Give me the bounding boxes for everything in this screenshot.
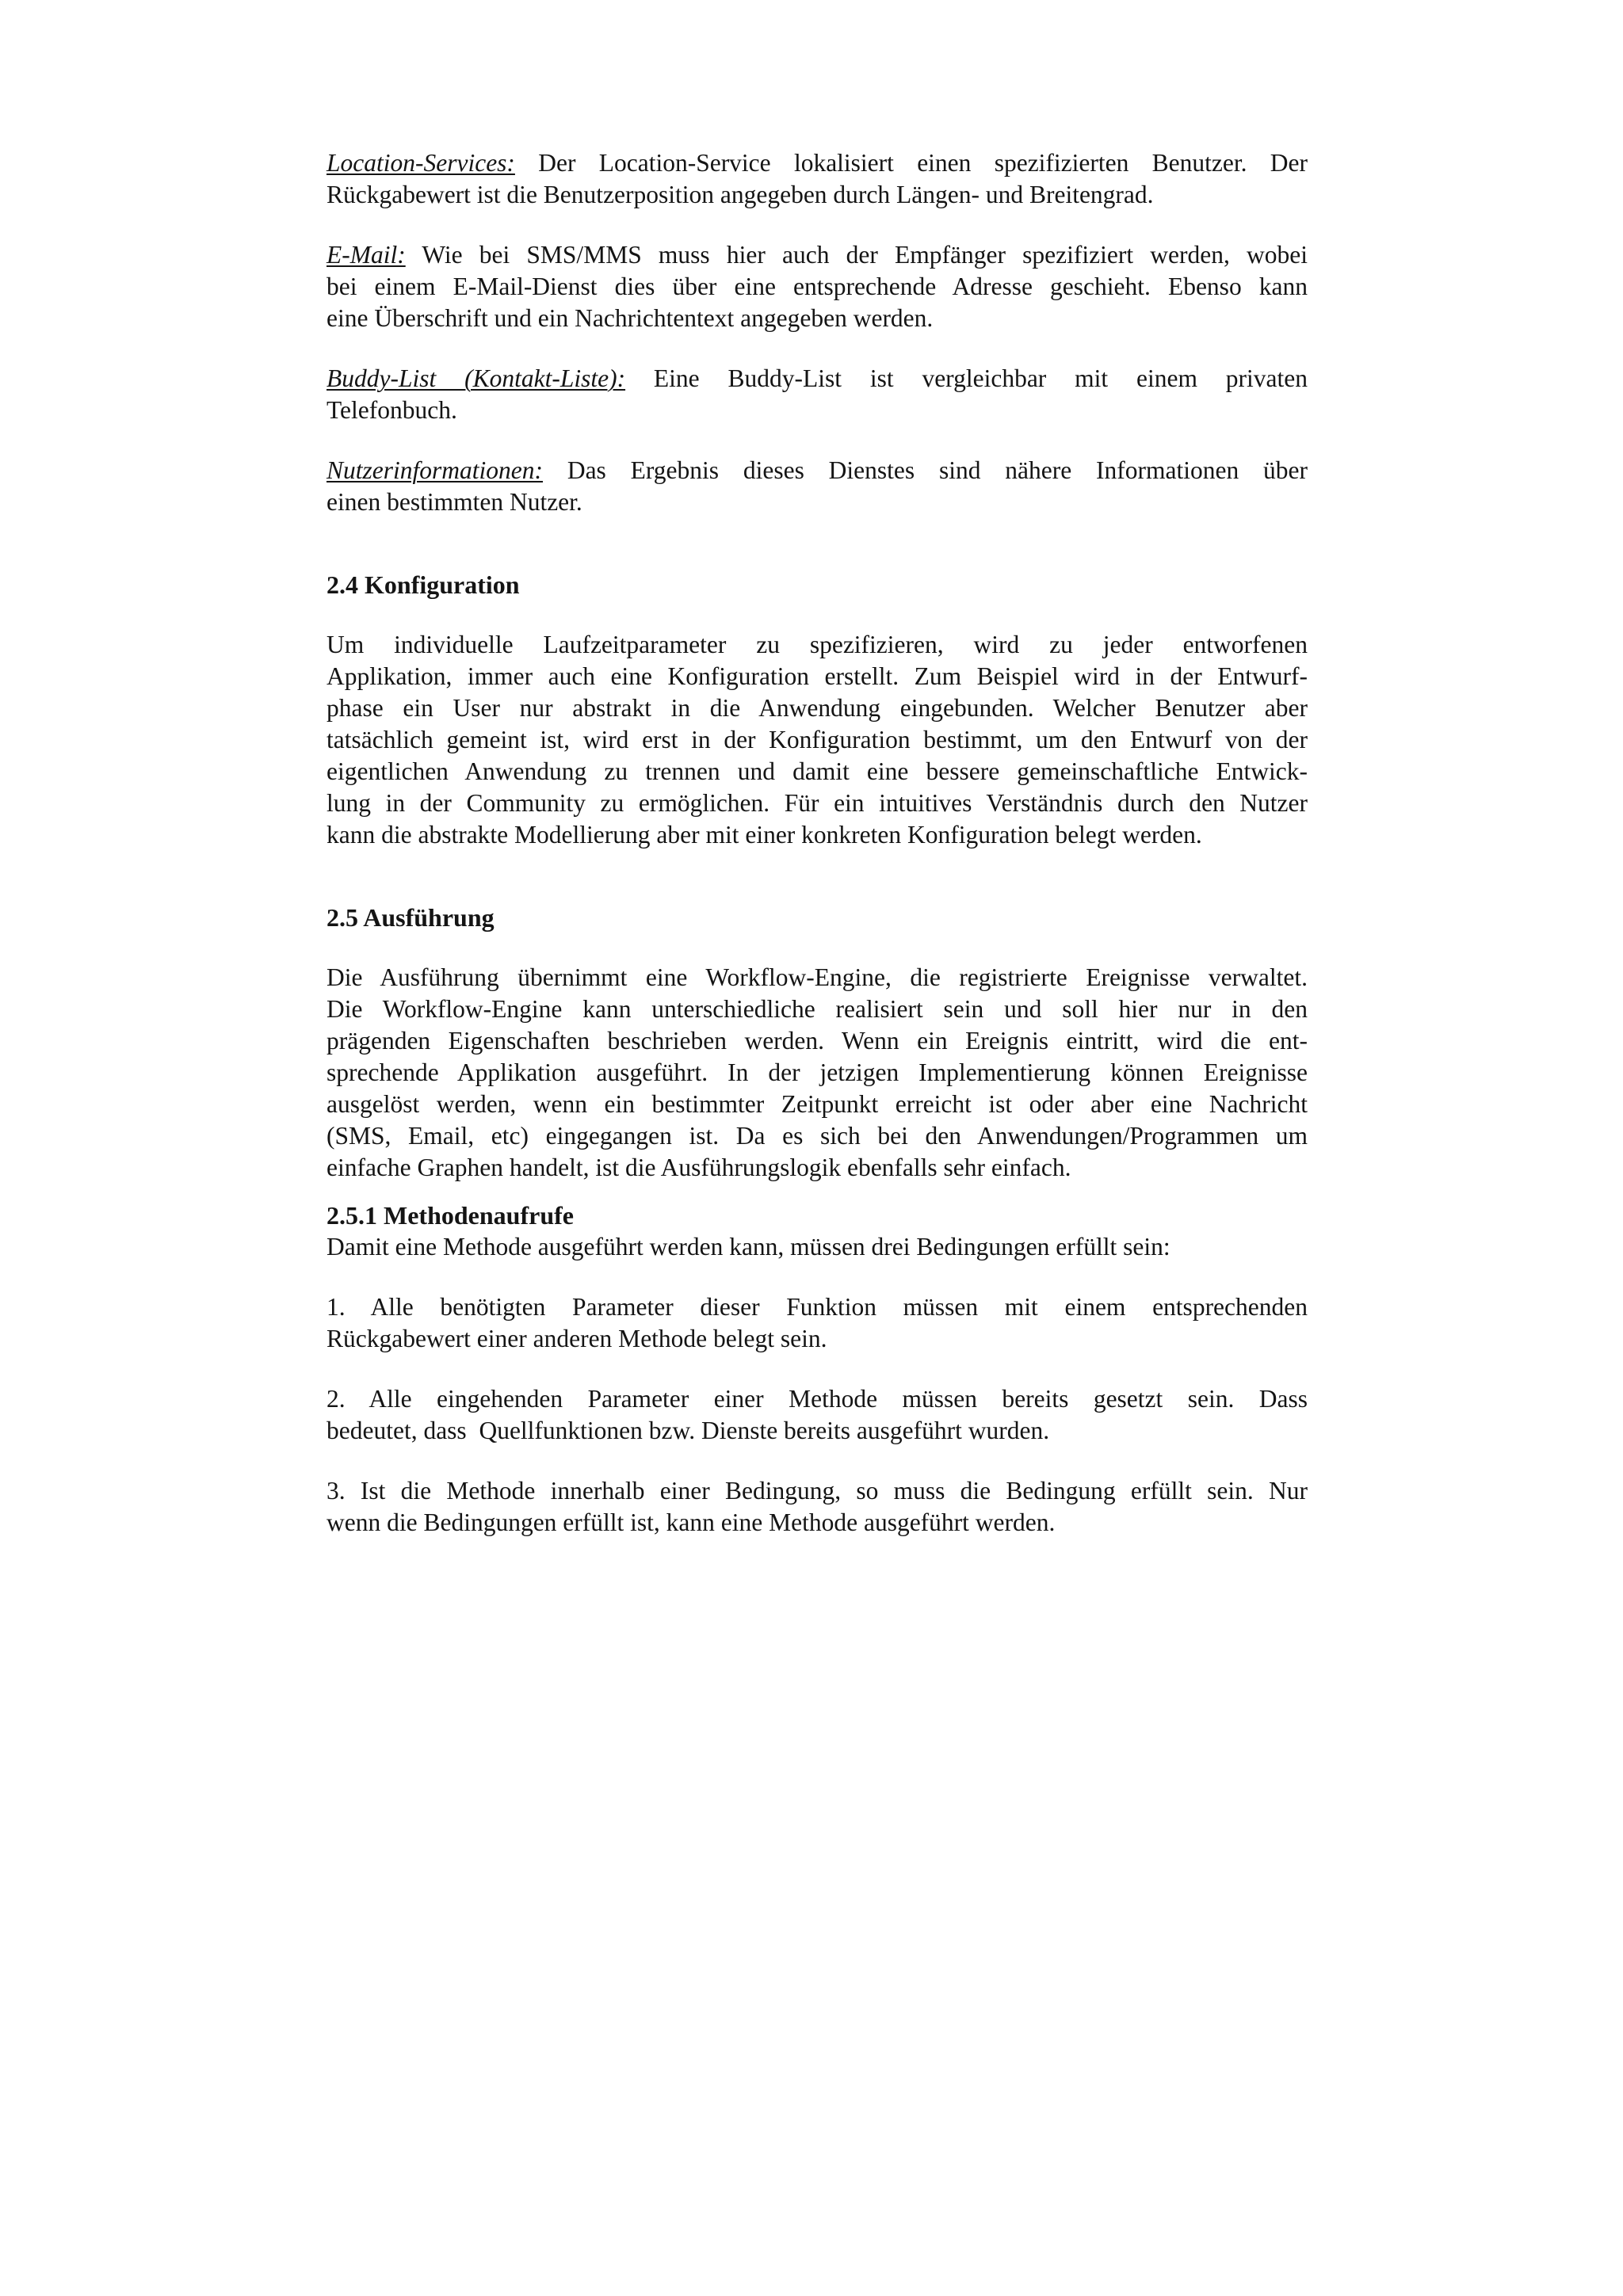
text-line: 1. Alle benötigten Parameter dieser Funktion müssen mit einem entsprechenden [327,1293,1308,1321]
text-line: Das Ergebnis dieses Dienstes sind nähere Informationen über [567,456,1308,484]
text-line: eigentlichen Anwendung zu trennen und damit eine bessere gemeinschaftliche Entwick- [327,757,1308,785]
text-line: (SMS, Email, etc) eingegangen ist. Da es sich bei den Anwendungen/Programmen um [327,1122,1308,1150]
text-line: Applikation, immer auch eine Konfiguration erstellt. Zum Beispiel wird in der Entwurf- [327,662,1308,690]
text-line: bedeutet, dass Quellfunktionen bzw. Dienste bereits ausgeführt wurden. [327,1417,1050,1444]
text-line: Der Location-Service lokalisiert einen spezifizierten Benutzer. Der [538,149,1308,177]
list-item-condition-3 [327,1475,1308,1539]
term-location-services: Location-Services: [327,149,515,177]
text-line: Um individuelle Laufzeitparameter zu spezifizieren, wird zu jeder entworfenen [327,631,1308,658]
paragraph-konfiguration [327,629,1308,851]
paragraph-buddy-list [327,363,1308,426]
text-line: eine Überschrift und ein Nachrichtentext angegeben werden. [327,304,934,332]
text-line: Damit eine Methode ausgeführt werden kann, müssen drei Bedingungen erfüllt sein: [327,1233,1170,1261]
text-line: Die Ausführung übernimmt eine Workflow-Engine, die registrierte Ereignisse verwaltet. [327,963,1308,991]
text-line: 3. Ist die Methode innerhalb einer Bedingung, so muss die Bedingung erfüllt sein. Nur [327,1477,1308,1505]
section-heading-ausfuehrung: 2.5 Ausführung [327,903,495,932]
document-page [327,147,1308,1539]
paragraph-ausfuehrung [327,962,1308,1184]
text-line: tatsächlich gemeint ist, wird erst in der Konfiguration bestimmt, um den Entwurf von der [327,726,1308,753]
paragraph-email [327,239,1308,334]
text-line: Rückgabewert einer anderen Methode belegt sein. [327,1325,827,1352]
paragraph-location-services [327,147,1308,211]
term-nutzerinformationen: Nutzerinformationen: [327,456,543,484]
text-line: Telefonbuch. [327,396,457,424]
text-line: Die Workflow-Engine kann unterschiedliche realisiert sein und soll hier nur in den [327,995,1308,1023]
text-line: ausgelöst werden, wenn ein bestimmter Zeitpunkt erreicht ist oder aber eine Nachricht [327,1090,1308,1118]
text-line: phase ein User nur abstrakt in die Anwendung eingebunden. Welcher Benutzer aber [327,694,1308,722]
paragraph-methoden-intro [327,1231,1308,1263]
text-line: 2. Alle eingehenden Parameter einer Methode müssen bereits gesetzt sein. Dass [327,1385,1308,1413]
list-item-condition-2 [327,1383,1308,1447]
text-line: bei einem E-Mail-Dienst dies über eine entsprechende Adresse geschieht. Ebenso kann [327,273,1308,300]
text-line: lung in der Community zu ermöglichen. Für ein intuitives Verständnis durch den Nutzer [327,789,1308,817]
list-item-condition-1 [327,1291,1308,1355]
text-line: Wie bei SMS/MMS muss hier auch der Empfänger spezifiziert werden, wobei [422,241,1308,269]
text-line: einfache Graphen handelt, ist die Ausführungslogik ebenfalls sehr einfach. [327,1154,1071,1181]
text-line: einen bestimmten Nutzer. [327,488,582,516]
text-line: Rückgabewert ist die Benutzerposition angegeben durch Längen- und Breitengrad. [327,181,1154,208]
text-line: prägenden Eigenschaften beschrieben werden. Wenn ein Ereignis eintritt, wird die ent- [327,1027,1308,1055]
paragraph-nutzerinformationen [327,455,1308,518]
subsection-heading-methodenaufrufe: 2.5.1 Methodenaufrufe [327,1201,574,1230]
term-buddy-list: Buddy-List (Kontakt-Liste): [327,364,626,392]
text-line: wenn die Bedingungen erfüllt ist, kann eine Methode ausgeführt werden. [327,1508,1056,1536]
text-line: kann die abstrakte Modellierung aber mit einer konkreten Konfiguration belegt werden. [327,821,1202,849]
text-line: sprechende Applikation ausgeführt. In der jetzigen Implementierung können Ereignisse [327,1058,1308,1086]
section-heading-konfiguration: 2.4 Konfiguration [327,570,520,599]
term-email: E-Mail: [327,241,406,269]
text-line: Eine Buddy-List ist vergleichbar mit einem privaten [653,364,1308,392]
